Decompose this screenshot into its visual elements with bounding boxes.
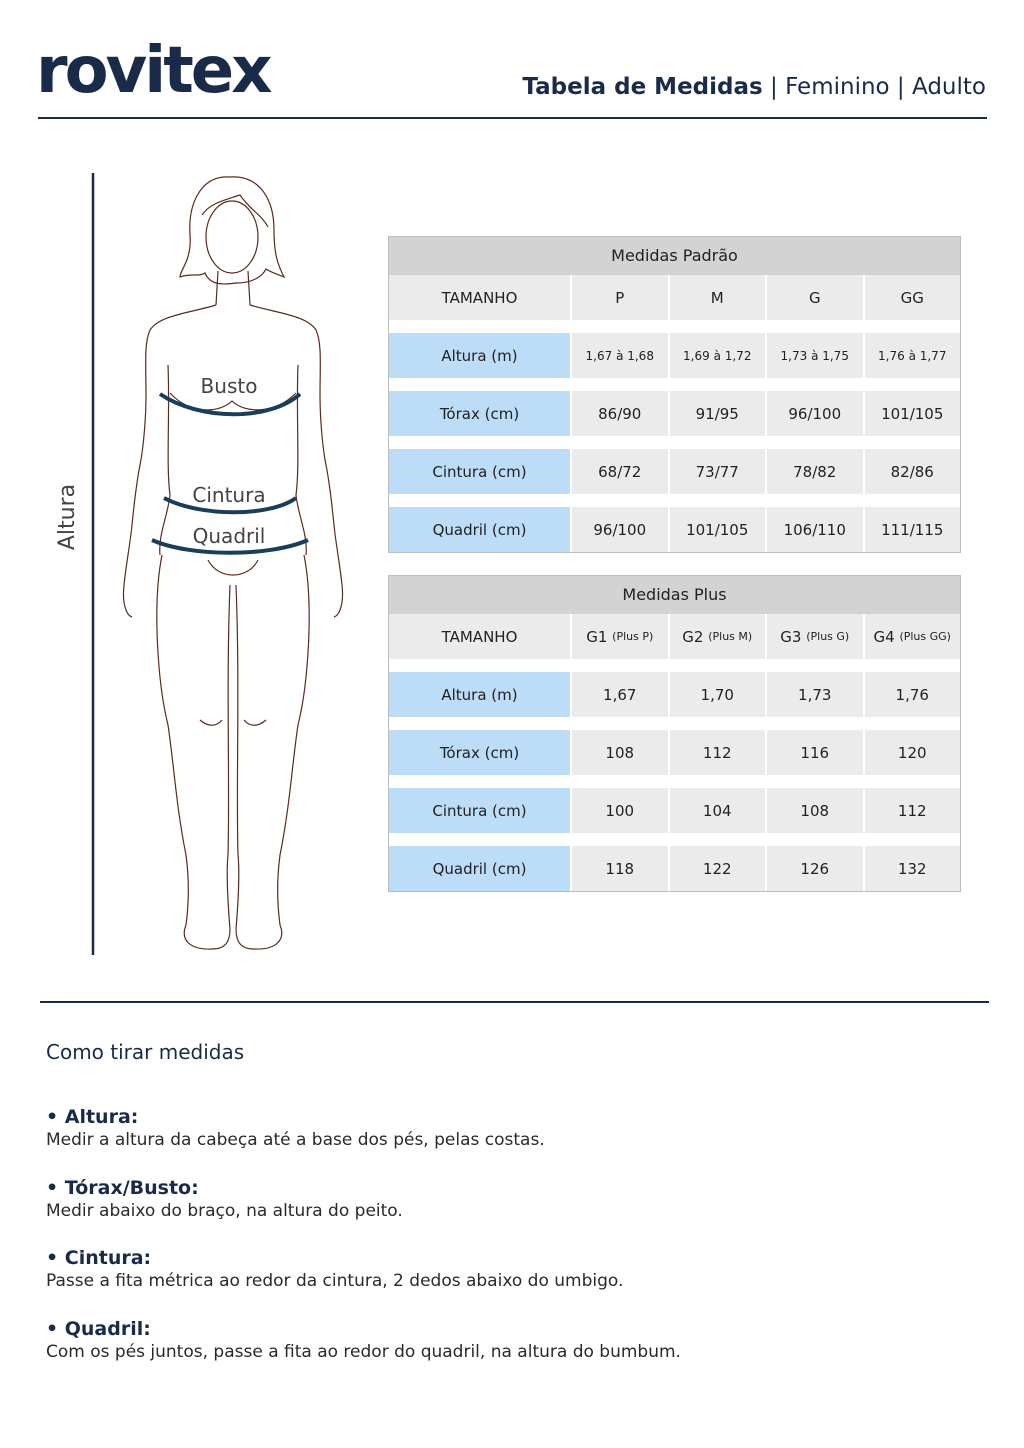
table-cell: 1,69 à 1,72 (670, 333, 768, 378)
table-cell: 1,76 (865, 672, 961, 717)
table-cell: 108 (767, 788, 865, 833)
rovitex-logo (36, 32, 276, 102)
size-col: M (670, 275, 768, 320)
table-cell: 104 (670, 788, 768, 833)
instruction-title: • Tórax/Busto: (46, 1177, 199, 1199)
table-row (389, 672, 960, 717)
row-label: Quadril (cm) (389, 507, 572, 552)
table-cell: 126 (767, 846, 865, 891)
table-cell: 112 (865, 788, 961, 833)
row-label: Tórax (cm) (389, 730, 572, 775)
header-category: Feminino (785, 74, 890, 100)
size-col: GG (865, 275, 961, 320)
how-to-title: Como tirar medidas (46, 1040, 245, 1064)
table-cell: 1,73 (767, 672, 865, 717)
table-caption: Medidas Padrão (389, 237, 960, 275)
table-caption: Medidas Plus (389, 576, 960, 614)
table-cell: 116 (767, 730, 865, 775)
table-cell: 101/105 (865, 391, 961, 436)
table-cell: 73/77 (670, 449, 768, 494)
table-cell: 101/105 (670, 507, 768, 552)
table-cell: 122 (670, 846, 768, 891)
table-cell: 96/100 (767, 391, 865, 436)
size-col: G2 (Plus M) (670, 614, 768, 659)
row-label: Cintura (cm) (389, 449, 572, 494)
instruction-title: • Altura: (46, 1106, 139, 1128)
size-header: TAMANHO (389, 614, 572, 659)
bust-label: Busto (200, 374, 258, 398)
table-row (389, 333, 960, 378)
row-label: Cintura (cm) (389, 788, 572, 833)
table-row (389, 391, 960, 436)
table-cell: 91/95 (670, 391, 768, 436)
table-cell: 100 (572, 788, 670, 833)
size-col: P (572, 275, 670, 320)
instruction-waist (46, 1247, 623, 1291)
size-header: TAMANHO (389, 275, 572, 320)
table-cell: 112 (670, 730, 768, 775)
table-cell: 1,67 (572, 672, 670, 717)
table-cell: 106/110 (767, 507, 865, 552)
height-label: Altura (55, 483, 80, 551)
row-label: Altura (m) (389, 672, 572, 717)
instruction-title: • Quadril: (46, 1318, 151, 1340)
instruction-text: Com os pés juntos, passe a fita ao redor do quadril, na altura do bumbum. (46, 1342, 681, 1362)
body-outline (123, 177, 342, 949)
table-cell: 120 (865, 730, 961, 775)
instruction-text: Medir a altura da cabeça até a base dos pés, pelas costas. (46, 1130, 545, 1150)
table-cell: 68/72 (572, 449, 670, 494)
table-cell: 82/86 (865, 449, 961, 494)
instruction-chest (46, 1177, 403, 1221)
size-col: G4 (Plus GG) (865, 614, 961, 659)
table-cell: 86/90 (572, 391, 670, 436)
table-row (389, 449, 960, 494)
instruction-height (46, 1106, 545, 1150)
section-divider (40, 1001, 989, 1003)
row-label: Quadril (cm) (389, 846, 572, 891)
standard-size-table (388, 236, 961, 553)
instruction-hip (46, 1318, 681, 1362)
table-cell: 118 (572, 846, 670, 891)
header-age-group: Adulto (912, 74, 986, 100)
size-col: G3 (Plus G) (767, 614, 865, 659)
body-figure-illustration (40, 165, 360, 965)
table-cell: 1,67 à 1,68 (572, 333, 670, 378)
instruction-title: • Cintura: (46, 1247, 152, 1269)
size-col: G (767, 275, 865, 320)
header-title: Tabela de Medidas | Feminino | Adulto (522, 74, 986, 100)
row-label: Altura (m) (389, 333, 572, 378)
table-cell: 1,76 à 1,77 (865, 333, 961, 378)
header-divider (38, 117, 987, 119)
table-cell: 78/82 (767, 449, 865, 494)
hip-label: Quadril (192, 524, 266, 548)
instruction-text: Passe a fita métrica ao redor da cintura, 2 dedos abaixo do umbigo. (46, 1271, 624, 1291)
table-cell: 1,73 à 1,75 (767, 333, 865, 378)
table-row (389, 507, 960, 552)
table-cell: 132 (865, 846, 961, 891)
table-cell: 96/100 (572, 507, 670, 552)
table-row (389, 846, 960, 891)
header-title-main: Tabela de Medidas (522, 74, 763, 100)
plus-size-table (388, 575, 961, 892)
table-header-row (389, 275, 960, 320)
size-col: G1 (Plus P) (572, 614, 670, 659)
svg-text:rovitex: rovitex (36, 34, 270, 102)
table-cell: 1,70 (670, 672, 768, 717)
table-header-row (389, 614, 960, 659)
row-label: Tórax (cm) (389, 391, 572, 436)
waist-label: Cintura (192, 483, 266, 507)
table-row (389, 788, 960, 833)
table-cell: 111/115 (865, 507, 961, 552)
table-cell: 108 (572, 730, 670, 775)
instruction-text: Medir abaixo do braço, na altura do peito. (46, 1201, 403, 1221)
table-row (389, 730, 960, 775)
